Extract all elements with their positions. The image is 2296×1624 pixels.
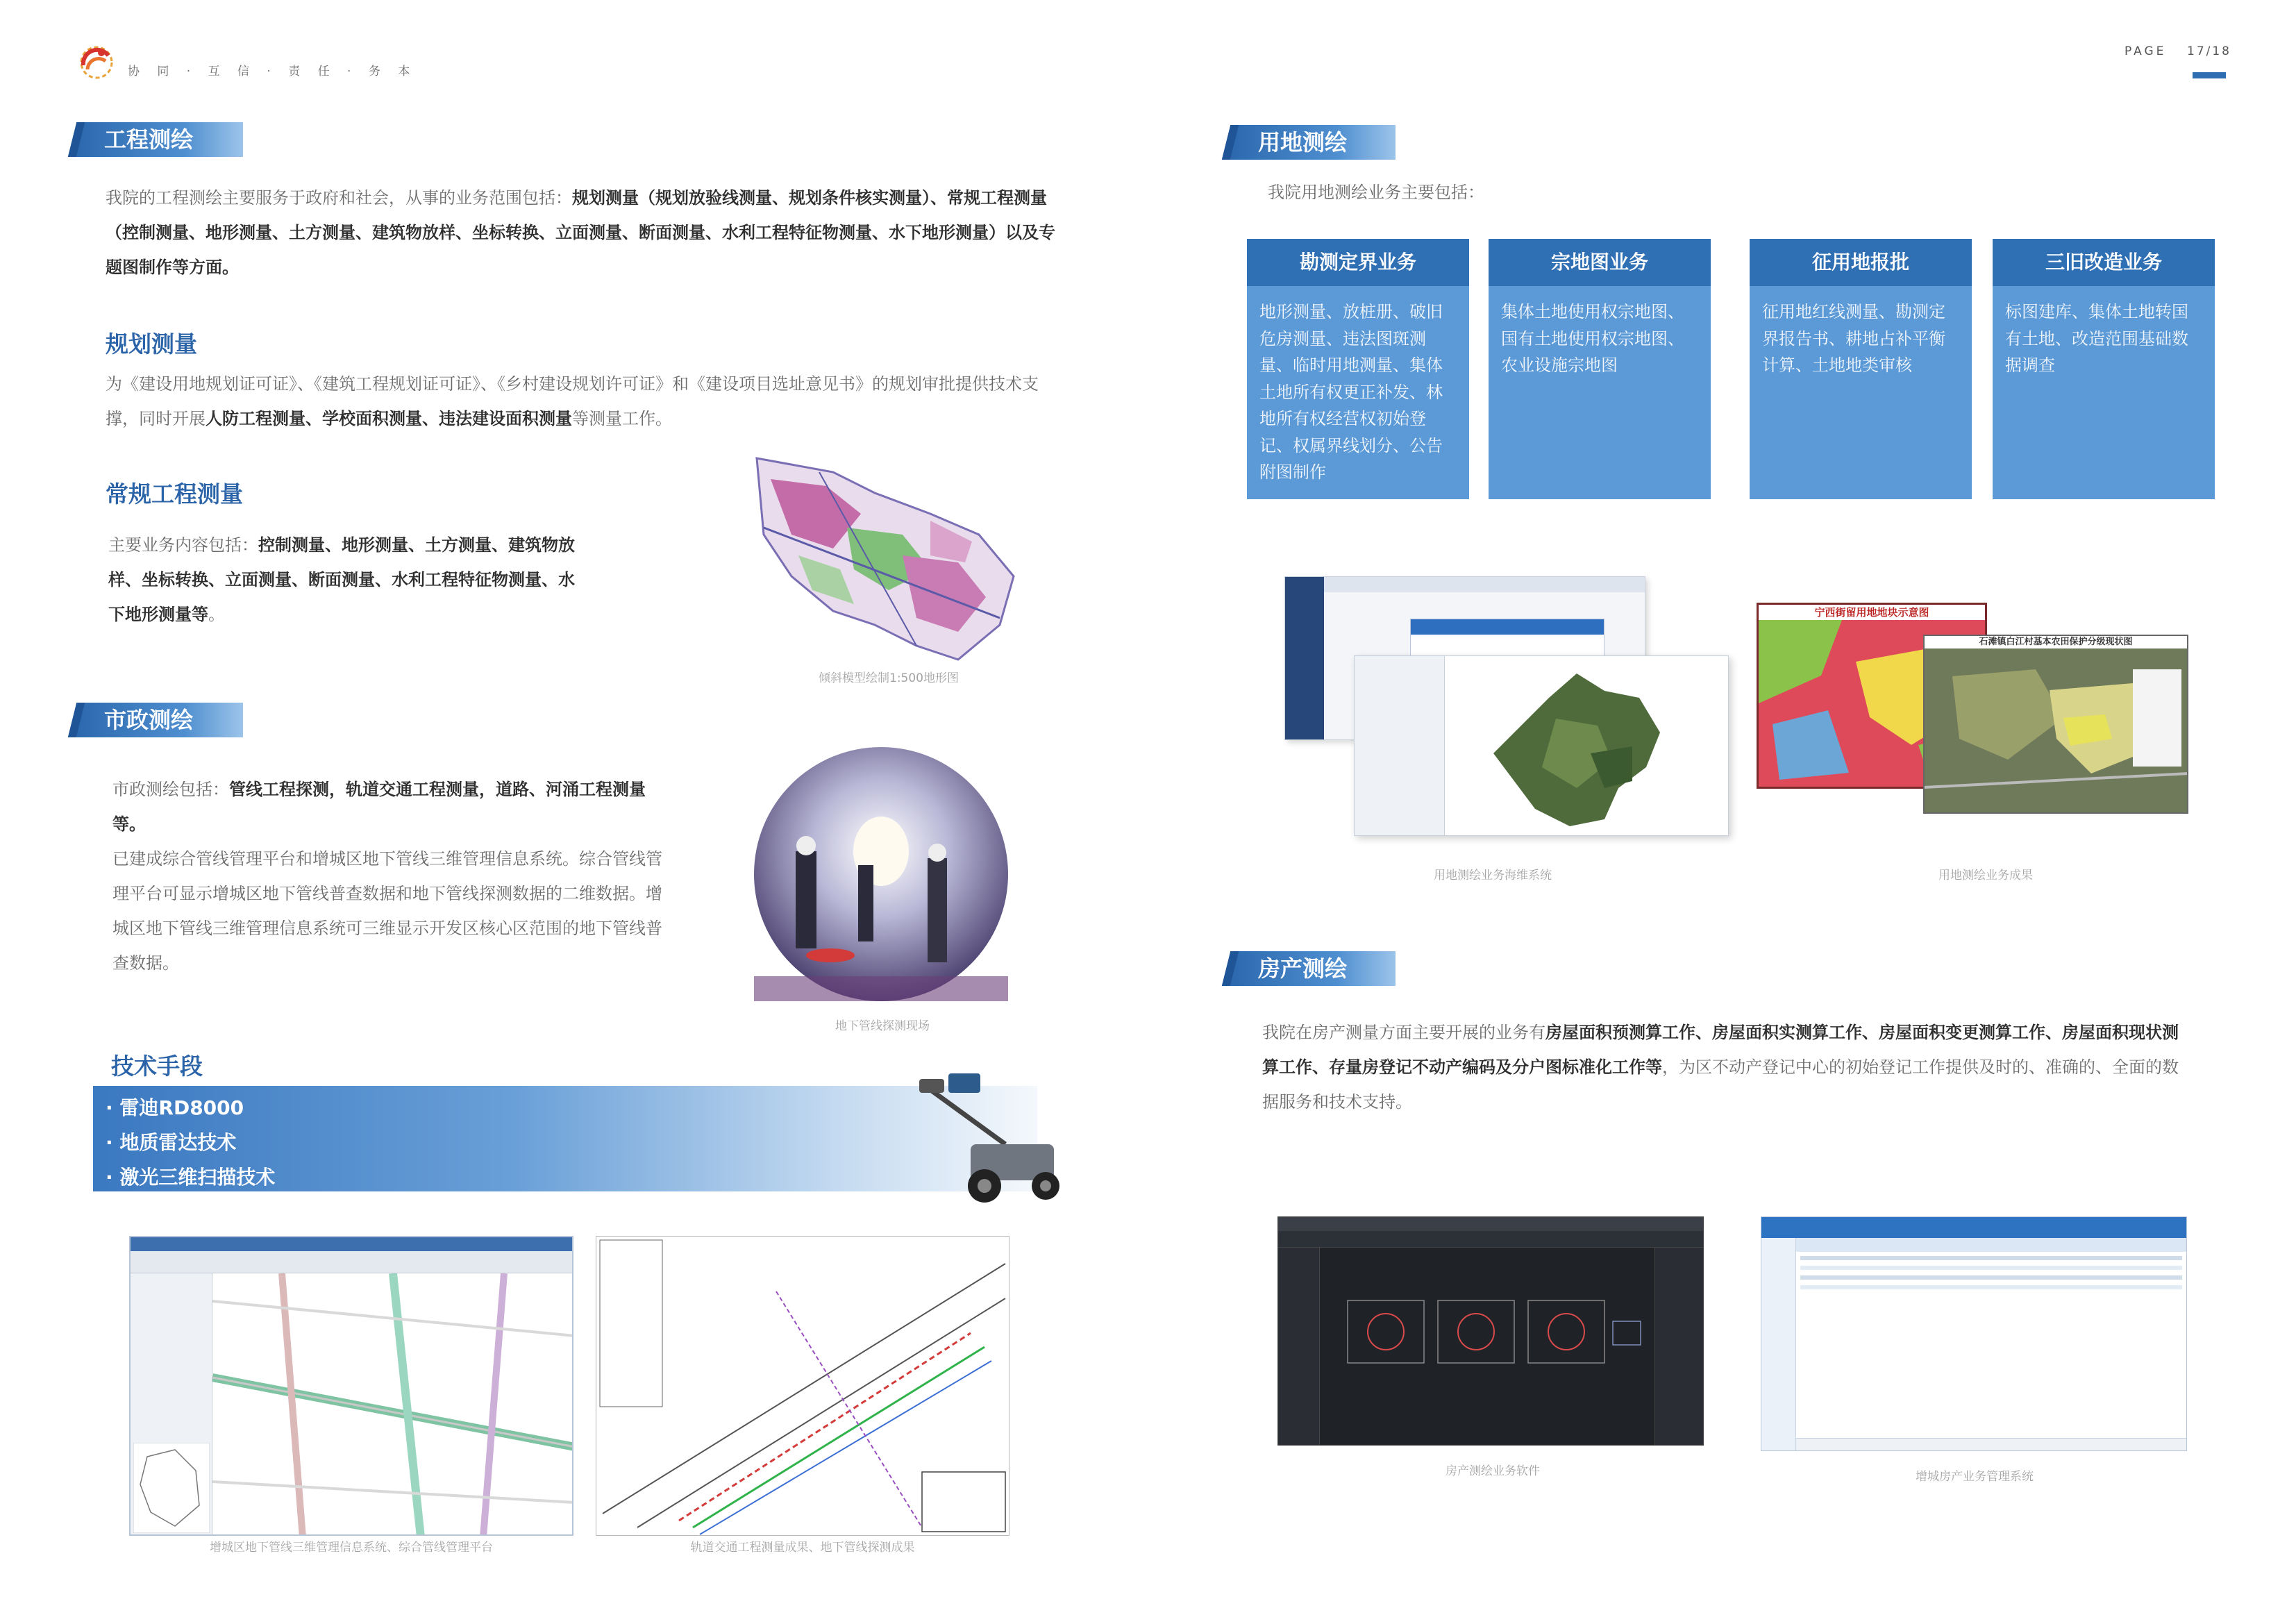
ground-radar-cart-image xyxy=(915,1061,1062,1207)
caption-oblique-model: 倾斜模型绘制1:500地形图 xyxy=(819,671,959,685)
land-card-renewal xyxy=(1993,239,2215,499)
section-title: 市政测绘 xyxy=(104,707,194,733)
company-logo xyxy=(78,42,115,79)
caption-housing-software: 房产测绘业务软件 xyxy=(1446,1464,1540,1478)
page-number: 17/18 xyxy=(2187,44,2231,58)
floor-plan-drawings xyxy=(1341,1294,1646,1370)
rail-transit-survey-image xyxy=(596,1236,1009,1536)
tech-item-laser-scan: · 激光三维扫描技术 xyxy=(106,1166,276,1189)
tech-item-gpr: · 地质雷达技术 xyxy=(106,1131,237,1154)
housing-software-screenshot xyxy=(1277,1216,1704,1446)
header-motto: 协 同 · 互 信 · 责 任 · 务 本 xyxy=(128,65,417,78)
table-row xyxy=(1800,1266,2182,1270)
page-indicator-bar xyxy=(2193,72,2226,78)
land-card-requisition xyxy=(1750,239,1972,499)
housing-management-system-screenshot xyxy=(1761,1216,2187,1451)
pipeline-site-photo xyxy=(754,747,1008,1001)
tree-panel xyxy=(1355,656,1445,836)
card-body: 集体土地使用权宗地图、国有土地使用权宗地图、农业设施宗地图 xyxy=(1501,302,1684,375)
window-header xyxy=(1761,1217,2186,1238)
intro-plain: 我院的工程测绘主要服务于政府和社会，从事的业务范围包括： xyxy=(106,188,572,208)
subhead-planning: 规划测量 xyxy=(106,330,197,358)
section-title: 用地测绘 xyxy=(1258,129,1348,156)
map-title: 宁西街留用地地块示意图 xyxy=(1759,605,1985,620)
left-menu xyxy=(1761,1238,1796,1451)
text-end: 。 xyxy=(208,605,225,624)
sidebar-nav xyxy=(1285,577,1324,740)
land-card-boundary xyxy=(1247,239,1469,499)
intro-bold: 规划测量（规划放验线测量、规划条件核实测量）、常规工程测量（控制测量、地形测量、土方测量、建筑物放样、坐标转换、立面测量、断面测量、水利工程特征物测量、水下地形测量）以及专题图制作等方面。 xyxy=(106,188,1055,277)
status-bar xyxy=(1796,1438,2187,1451)
window-toolbar xyxy=(131,1251,572,1273)
card-body: 标图建库、集体土地转国有土地、改造范围基础数据调查 xyxy=(2005,302,2188,375)
table-row xyxy=(1800,1256,2182,1260)
municipal-text2: 已建成综合管线管理平台和增城区地下管线三维管理信息系统。综合管线管理平台可显示增城区地下管线普查数据和地下管线探测数据的二维数据。增城区地下管线三维管理信息系统可三维显示开发区核心区范围的地下管线普查数据。 xyxy=(112,849,662,973)
subhead-tech: 技术手段 xyxy=(111,1053,203,1080)
planning-text xyxy=(106,367,1071,436)
land-card-parcel xyxy=(1489,239,1711,499)
right-panel xyxy=(1654,1248,1703,1446)
land-system-screenshot-front xyxy=(1354,655,1729,836)
window-titlebar xyxy=(1278,1217,1703,1231)
section-tab-municipal xyxy=(76,703,243,737)
caption-pipeline-platform: 增城区地下管线三维管理信息系统、综合管线管理平台 xyxy=(210,1541,493,1555)
pipeline-map-canvas xyxy=(212,1273,573,1536)
housing-text xyxy=(1262,1015,2193,1119)
window-ribbon xyxy=(1278,1231,1703,1248)
table-header xyxy=(1796,1238,2187,1252)
left-panel xyxy=(1278,1248,1320,1446)
gis-pipeline-system-screenshot xyxy=(129,1236,573,1536)
section-tab-land xyxy=(1230,125,1396,160)
section-title: 房产测绘 xyxy=(1258,955,1348,982)
region-satellite-map xyxy=(1473,670,1681,830)
section-title: 工程测绘 xyxy=(104,126,194,153)
land-intro: 我院用地测绘业务主要包括： xyxy=(1268,183,1484,202)
tech-item-rd8000: · 雷迪RD8000 xyxy=(106,1096,244,1119)
oblique-model-map-image xyxy=(750,451,1028,673)
table-row xyxy=(1800,1285,2182,1289)
dialog-header xyxy=(1411,619,1604,635)
card-title: 宗地图业务 xyxy=(1489,239,1711,286)
tab-strip xyxy=(1324,577,1645,592)
card-body: 征用地红线测量、勘测定界报告书、耕地占补平衡计算、土地地类审核 xyxy=(1762,302,1945,375)
caption-rail-survey: 轨道交通工程测量成果、地下管线探测成果 xyxy=(690,1541,915,1555)
text-bold: 管线工程探测，轨道交通工程测量，道路、河涌工程测量等。 xyxy=(112,780,646,834)
caption-housing-system: 增城房产业务管理系统 xyxy=(1916,1470,2034,1484)
text-end: 等测量工作。 xyxy=(572,409,672,428)
caption-pipeline-site: 地下管线探测现场 xyxy=(835,1019,930,1033)
table-row xyxy=(1800,1275,2182,1280)
overview-minimap xyxy=(133,1443,210,1533)
card-title: 勘测定界业务 xyxy=(1247,239,1469,286)
map-title: 石滩镇白江村基本农田保护分级现状图 xyxy=(1979,637,2133,647)
caption-land-result: 用地测绘业务成果 xyxy=(1938,869,2033,882)
farmland-map-graphic xyxy=(1925,648,2188,814)
text-end: ，为区不动产登记中心的初始登记工作提供及时的、准确的、全面的数据服务和技术支持。 xyxy=(1262,1057,2179,1112)
text-bold: 房屋面积预测算工作、房屋面积实测算工作、房屋面积变更测算工作、房屋面积现状测算工作、存量房登记不动产编码及分户图标准化工作等 xyxy=(1262,1023,2179,1077)
caption-land-system: 用地测绘业务海维系统 xyxy=(1434,869,1552,882)
section-tab-housing xyxy=(1230,951,1396,986)
card-title: 三旧改造业务 xyxy=(1993,239,2215,286)
card-title: 征用地报批 xyxy=(1750,239,1972,286)
text-bold: 人防工程测量、学校面积测量、违法建设面积测量 xyxy=(206,409,572,428)
text-bold: 控制测量、地形测量、土方测量、建筑物放样、坐标转换、立面测量、断面测量、水利工程特征物测量、水下地形测量等 xyxy=(108,535,575,624)
routine-text xyxy=(108,528,587,632)
engineering-intro xyxy=(106,181,1071,285)
text-plain: 我院在房产测量方面主要开展的业务有 xyxy=(1262,1023,1545,1042)
window-titlebar xyxy=(131,1237,572,1251)
card-body: 地形测量、放桩册、破旧危房测量、违法图斑测量、临时用地测量、集体土地所有权更正补发、林地所有权经营权初始登记、权属界线划分、公告附图制作 xyxy=(1259,302,1443,482)
subhead-routine: 常规工程测量 xyxy=(106,480,243,508)
land-result-map-2 xyxy=(1923,635,2188,814)
text-plain: 为《建设用地规划证可证》、《建筑工程规划证可证》、《乡村建设规划许可证》和《建设项目选址意见书》的规划审批提供技术支撑，同时开展 xyxy=(106,374,1039,428)
text-plain: 市政测绘包括： xyxy=(112,780,229,799)
municipal-text xyxy=(112,772,668,842)
text-plain: 主要业务内容包括： xyxy=(108,535,258,555)
page-label: PAGE xyxy=(2125,44,2167,58)
section-tab-engineering xyxy=(76,122,243,157)
